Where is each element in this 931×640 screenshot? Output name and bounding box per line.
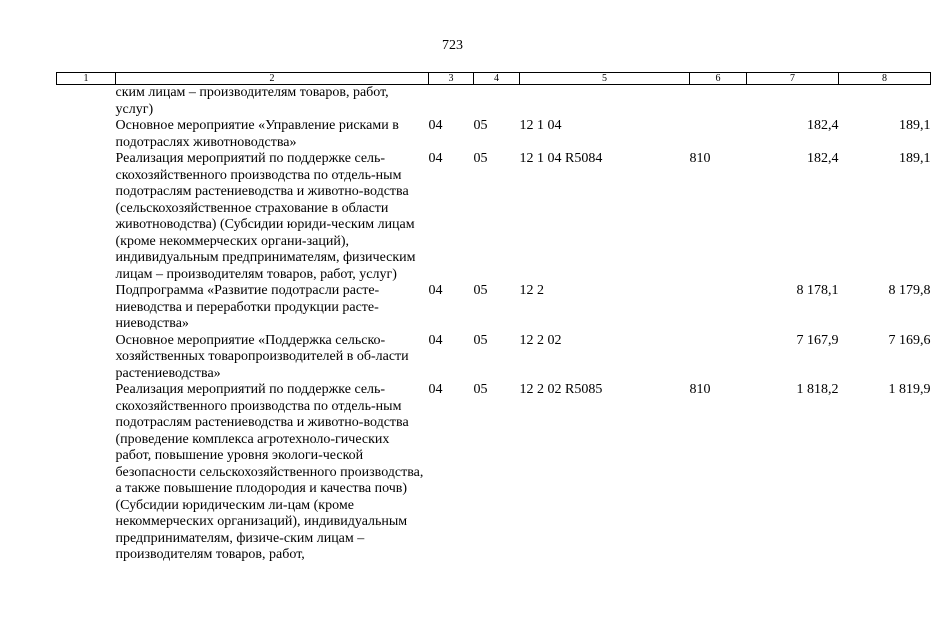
column-header-6: 6 <box>690 73 747 85</box>
row-name: Реализация мероприятий по поддержке сель-скохозяйственного производства по отдель-ным подотраслям растениеводства и животно-водства (сельскохозяйственное страхование в области животноводства) (Субсидии юриди-ческим лицам (кроме некоммерческих органи-заций), индивидуальным предпринимателям, физическим лицам – производителям товаров, работ, услуг) <box>115 151 416 282</box>
table-row <box>57 333 931 383</box>
table-row <box>57 283 931 333</box>
amount-col-7: 7 167,9 <box>796 332 839 348</box>
amount-col-8: 7 169,6 <box>888 332 931 348</box>
subsection-code: 05 <box>473 332 488 348</box>
subsection-code: 05 <box>473 151 488 166</box>
table-row <box>57 151 931 283</box>
column-header-1: 1 <box>57 73 116 85</box>
section-code: 04 <box>428 283 443 298</box>
target-article-code: 12 2 02 R5085 <box>519 382 603 397</box>
expense-type-code <box>690 118 747 151</box>
column-header-3: 3 <box>429 73 474 85</box>
target-article-code <box>520 85 690 119</box>
column-header-2: 2 <box>116 73 429 85</box>
subsection-code: 05 <box>473 118 488 133</box>
column-header-8: 8 <box>839 73 931 85</box>
column-header-4: 4 <box>474 73 520 85</box>
amount-col-8: 1 819,9 <box>888 382 931 397</box>
expense-type-code: 810 <box>689 151 711 166</box>
column-header-7: 7 <box>747 73 839 85</box>
table-row <box>57 382 931 564</box>
column-header-5: 5 <box>520 73 690 85</box>
amount-col-7: 1 818,2 <box>796 382 839 397</box>
expense-type-code <box>690 333 747 383</box>
subsection-code: 05 <box>473 283 488 298</box>
target-article-code: 12 2 02 <box>519 332 562 348</box>
subsection-code <box>474 85 520 119</box>
subsection-code: 05 <box>473 382 488 397</box>
section-code: 04 <box>428 332 443 348</box>
table-row <box>57 118 931 151</box>
amount-col-7: 182,4 <box>807 151 839 166</box>
amount-col-7 <box>747 85 839 119</box>
target-article-code: 12 2 <box>519 283 544 298</box>
target-article-code: 12 1 04 R5084 <box>519 151 603 166</box>
page-number: 723 <box>442 38 463 53</box>
amount-col-8: 189,1 <box>899 151 931 166</box>
expense-type-code <box>690 283 747 333</box>
section-code: 04 <box>428 382 443 397</box>
amount-col-7: 182,4 <box>807 118 839 133</box>
row-name: Реализация мероприятий по поддержке сель-скохозяйственного производства по отдель-ным подотраслям растениеводства и животно-водства (проведение комплекса агротехноло-гических работ, повышение уровня экологи-ческой безопасности сельскохозяйственного производства, а также повышение плодородия и качества почв) (Субсидии юридическим ли-цам (кроме некоммерческих организаций), индивидуальным предпринимателям, физиче-ским лицам – производителям товаров, работ, <box>115 382 424 562</box>
section-code: 04 <box>428 118 443 133</box>
section-code <box>429 85 474 119</box>
row-name: Основное мероприятие «Поддержка сельско-хозяйственных товаропроизводителей в об-ласти растениеводства» <box>115 332 409 381</box>
amount-col-8 <box>839 85 931 119</box>
target-article-code: 12 1 04 <box>519 118 562 133</box>
row-name: Основное мероприятие «Управление рисками в подотраслях животноводства» <box>115 118 399 150</box>
column-number-header-row <box>57 73 931 85</box>
expense-type-code <box>690 85 747 119</box>
row-name: Подпрограмма «Развитие подотрасли расте-ниеводства и переработки продукции расте-ниеводства» <box>115 283 380 331</box>
row-name: ским лицам – производителям товаров, работ, услуг) <box>115 85 389 117</box>
amount-col-7: 8 178,1 <box>796 283 839 298</box>
table-row <box>57 85 931 119</box>
expense-type-code: 810 <box>689 382 711 397</box>
section-code: 04 <box>428 151 443 166</box>
amount-col-8: 189,1 <box>899 118 931 133</box>
budget-table <box>56 72 931 564</box>
amount-col-8: 8 179,8 <box>888 283 931 298</box>
